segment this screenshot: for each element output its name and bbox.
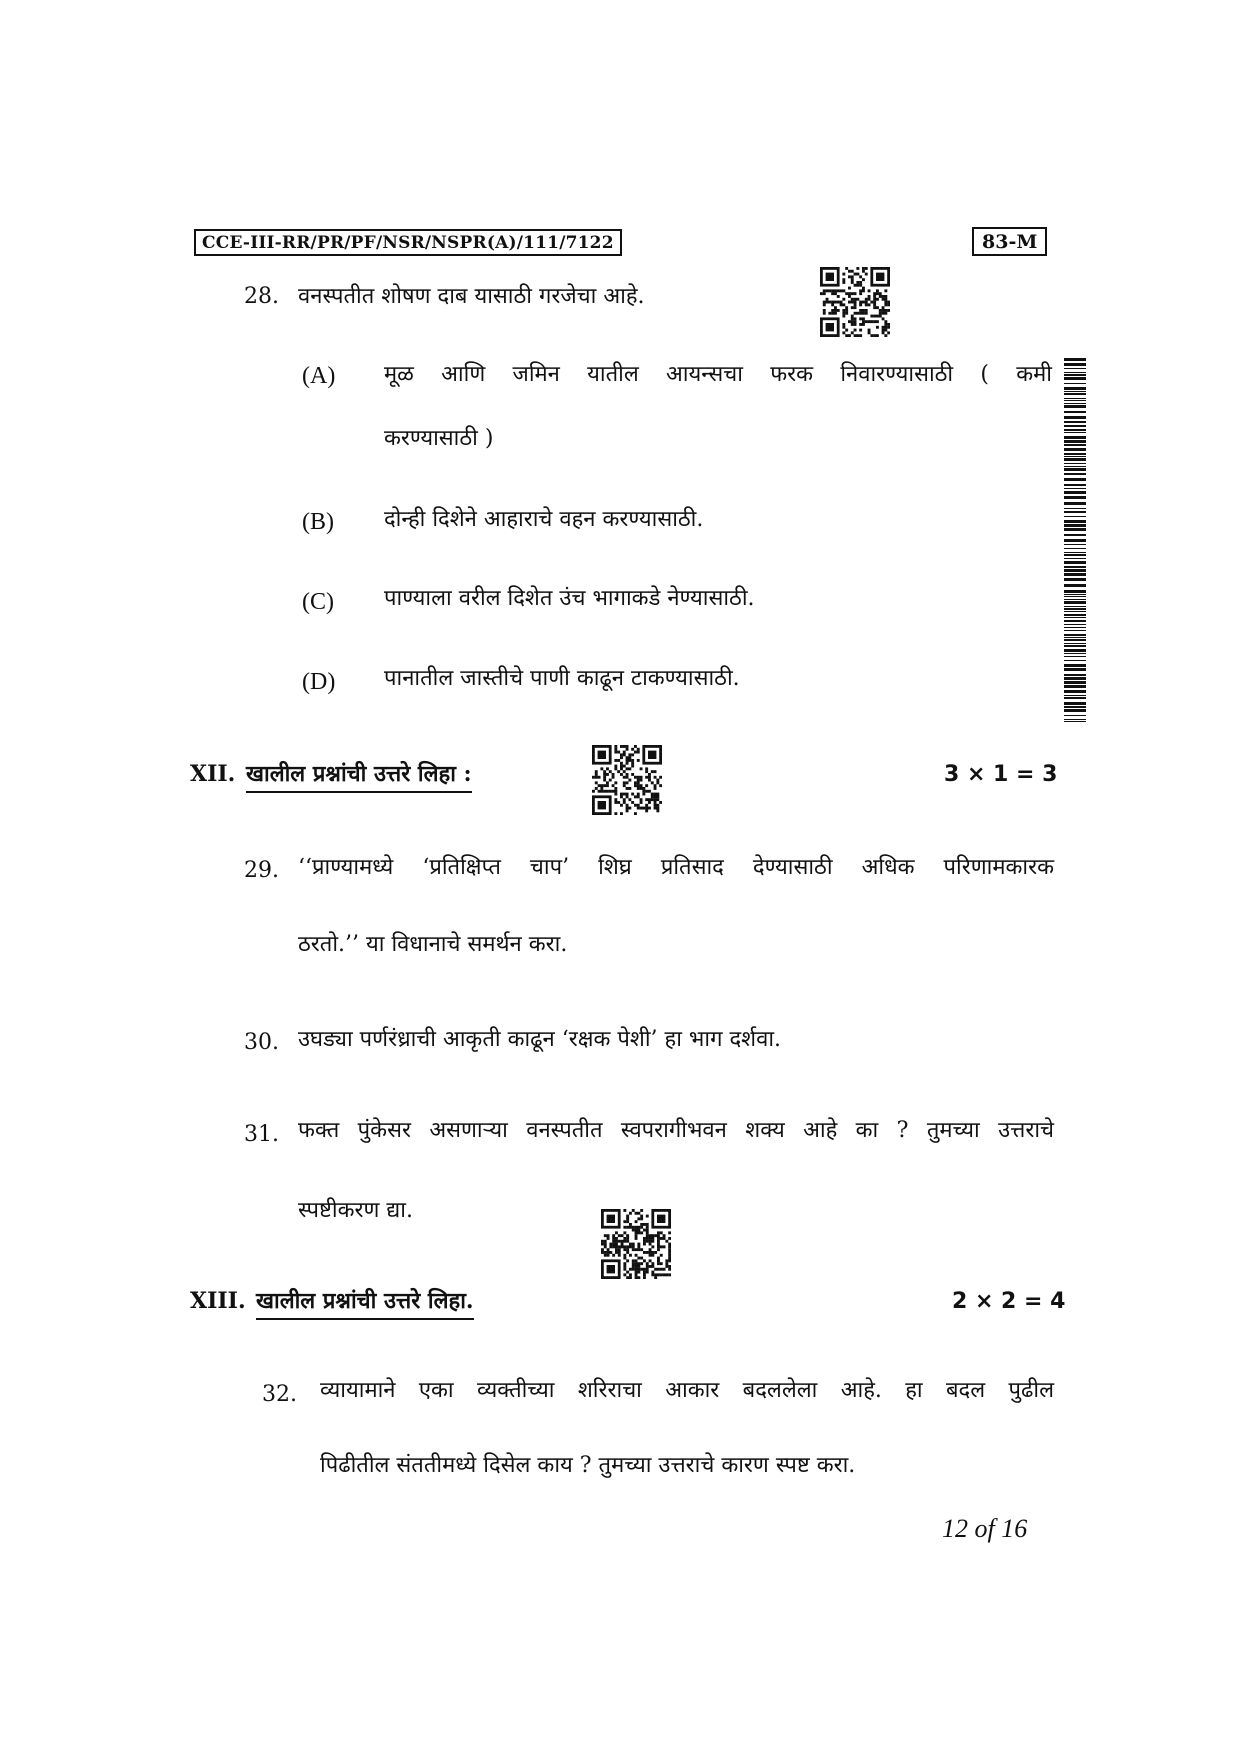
- page-number: 12 of 16: [942, 1514, 1028, 1543]
- qr-code-icon: [820, 267, 890, 337]
- q29-text-cont: ठरतो.’’ या विधानाचे समर्थन करा.: [298, 932, 568, 957]
- q30-text: उघड्या पर्णरंध्राची आकृती काढून ‘रक्षक पेशी’ हा भाग दर्शवा.: [298, 1027, 782, 1052]
- q32-number: 32.: [262, 1382, 297, 1407]
- q28-option-d-label: (D): [302, 669, 336, 695]
- q28-option-a-label: (A): [302, 363, 336, 389]
- q28-option-b-text: दोन्ही दिशेने आहाराचे वहन करण्यासाठी.: [384, 507, 704, 532]
- q28-number: 28.: [244, 284, 279, 309]
- barcode-icon: [1064, 358, 1086, 722]
- q29-number: 29.: [244, 858, 279, 883]
- q28-option-b-label: (B): [302, 509, 334, 535]
- q32-text: व्यायामाने एका व्यक्तीच्या शरिराचा आकार बदललेला आहे. हा बदल पुढील: [320, 1378, 1054, 1403]
- section-12-title: खालील प्रश्नांची उत्तरे लिहा :: [246, 758, 472, 793]
- section-12-roman: XII.: [190, 761, 236, 787]
- q28-option-a-text: मूळ आणि जमिन यातील आयन्सचा फरक निवारण्यासाठी ( कमी: [384, 362, 1052, 387]
- q31-text: फक्त पुंकेसर असणाऱ्या वनस्पतीत स्वपरागीभवन शक्य आहे का ? तुमच्या उत्तराचे: [298, 1118, 1054, 1143]
- q31-number: 31.: [244, 1122, 279, 1147]
- subject-code: 83-M: [972, 227, 1047, 256]
- qr-code-icon: [601, 1209, 671, 1279]
- q29-text: ‘‘प्राण्यामध्ये ‘प्रतिक्षिप्त चाप’ शिघ्र प्रतिसाद देण्यासाठी अधिक परिणामकारक: [298, 855, 1054, 880]
- q28-option-a-text-cont: करण्यासाठी ): [384, 426, 494, 451]
- q28-option-c-label: (C): [302, 589, 334, 615]
- qr-code-icon: [592, 745, 662, 815]
- q30-number: 30.: [244, 1030, 279, 1055]
- exam-code: CCE-III-RR/PR/PF/NSR/NSPR(A)/111/7122: [194, 229, 622, 256]
- q31-text-cont: स्पष्टीकरण द्या.: [298, 1198, 413, 1223]
- section-13-title: खालील प्रश्नांची उत्तरे लिहा.: [256, 1285, 474, 1320]
- q28-text: वनस्पतीत शोषण दाब यासाठी गरजेचा आहे.: [298, 284, 645, 309]
- q32-text-cont: पिढीतील संततीमध्ये दिसेल काय ? तुमच्या उत्तराचे कारण स्पष्ट करा.: [320, 1453, 856, 1478]
- section-12-marks: 3 × 1 = 3: [944, 762, 1058, 787]
- section-13-marks: 2 × 2 = 4: [952, 1289, 1066, 1314]
- q28-option-d-text: पानातील जास्तीचे पाणी काढून टाकण्यासाठी.: [384, 666, 740, 691]
- q28-option-c-text: पाण्याला वरील दिशेत उंच भागाकडे नेण्यासाठी.: [384, 586, 755, 611]
- section-13-roman: XIII.: [190, 1288, 246, 1314]
